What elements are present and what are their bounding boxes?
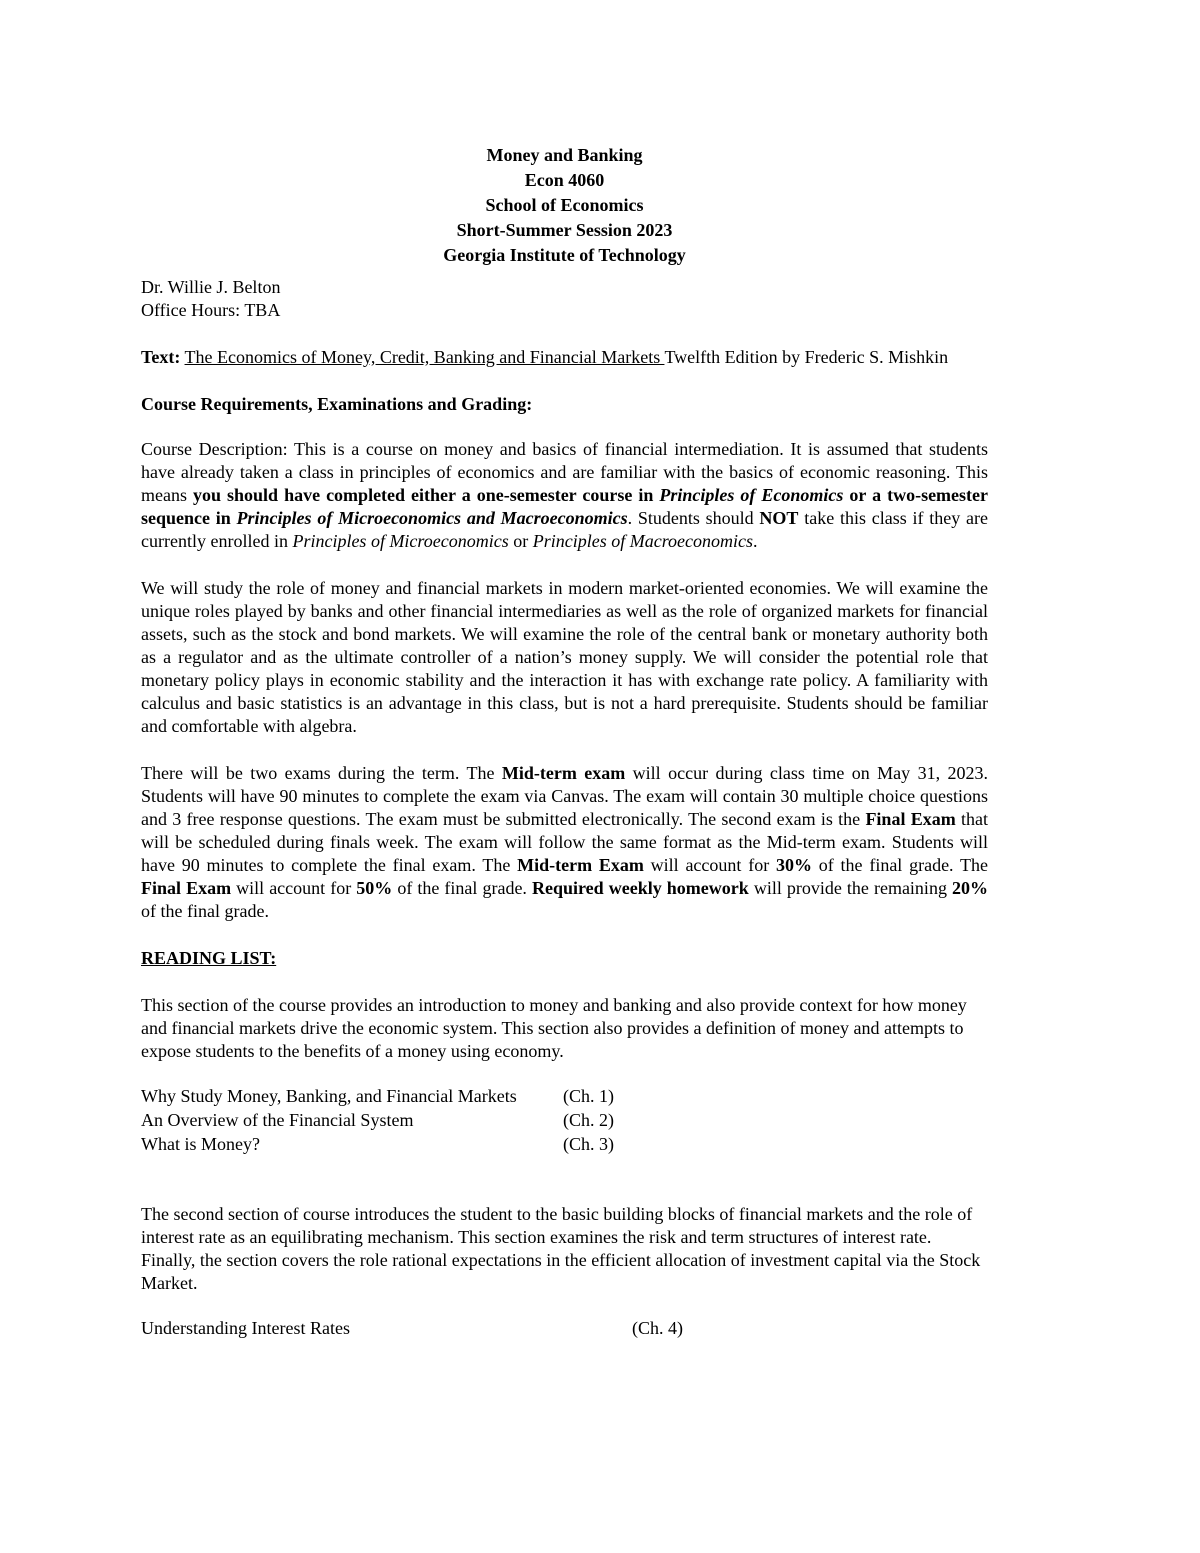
course-description-paragraph [141,438,988,553]
exam-text: of the final grade. [392,878,532,898]
reading-title: Why Study Money, Banking, and Financial Markets [141,1086,517,1106]
course-overview-paragraph: We will study the role of money and financial markets in modern market-oriented economies. We will examine the unique roles played by banks and other financial intermediaries as well as the role of organized markets for financial assets, such as the stock and bond markets. We will examine the role of the central bank or monetary authority both as a regulator and as the ultimate controller of a nation’s money supply. We will consider the potential role that monetary policy plays in economic stability and the interaction it has with exchange rate policy. A familiarity with calculus and basic statistics is an advantage in this class, but is not a hard prerequisite. Students should be familiar and comfortable with algebra. [141,578,988,736]
course-title: Money and Banking [486,145,643,165]
exam-bold: Final Exam [865,809,956,829]
textbook-line [141,346,988,369]
exam-bold: Mid-term exam [501,763,626,783]
exam-bold: 20% [952,878,988,898]
desc-italic: Principles of Microeconomics [292,531,509,551]
reading-chapter: (Ch. 2) [563,1110,614,1130]
textbook-title: The Economics of Money, Credit, Banking and Financial Markets [184,347,665,367]
requirements-heading [141,393,988,416]
reading-chapter: (Ch. 1) [563,1086,614,1106]
exam-text: will account for [643,855,776,875]
course-code: Econ 4060 [524,170,605,190]
exam-text: that will be scheduled during finals week. The exam will follow the same format as the Mid-term exam. Students will have 90 minutes to complete the final exam. The [141,809,989,875]
list-item [141,1085,988,1109]
office-hours: Office Hours: TBA [141,300,281,320]
exam-bold: Mid-term Exam [517,855,644,875]
desc-italic: Principles of Macroeconomics [532,531,754,551]
reading-list-heading [141,947,988,970]
exam-text: will occur during class time on May 31, 2023. Students will have 90 minutes to complete the exam via Canvas. The exam will contain 30 multiple choice questions and 3 free response questions. The exam must be submitted electronically. The second exam is the [141,763,988,829]
document-header [141,143,988,268]
desc-text: Course Description: This is a course on money and basics of financial intermediation. It is assumed that students have already taken a class in principles of economics and are familiar with the basics of economic reasoning. This means [141,439,988,505]
reading-chapter: (Ch. 4) [632,1318,683,1338]
section1-intro: This section of the course provides an introduction to money and banking and also provide context for how money and financial markets drive the economic system. This section also provides a definition of money and attempts to expose students to the benefits of a money using economy. [141,995,967,1061]
list-item [141,1109,988,1133]
list-item [141,1317,988,1341]
exam-text: There will be two exams during the term. The [141,763,502,783]
section2-reading-list [141,1317,988,1341]
desc-bold: you should have completed either a one-semester course in [193,485,660,505]
desc-text: or [508,531,533,551]
exam-text: will provide the remaining [748,878,952,898]
document-content [141,143,988,1341]
exams-paragraph [141,762,988,923]
desc-bold-italic: Principles of Economics [659,485,844,505]
exam-bold: Final Exam [141,878,232,898]
exam-text: will account for [231,878,357,898]
desc-text: . Students should [627,508,760,528]
section2-intro: The second section of course introduces the student to the basic building blocks of financial markets and the role of interest rate as an equilibrating mechanism. This section examines the risk and term structures of interest rate. Finally, the section covers the role rational expectations in the efficient allocation of investment capital via the Stock Market. [141,1204,981,1293]
desc-bold: or a two-semester sequence in [141,485,989,528]
reading-title: Understanding Interest Rates [141,1318,350,1338]
reading-chapter: (Ch. 3) [563,1134,614,1154]
requirements-heading-text: Course Requirements, Examinations and Grading: [141,394,533,414]
exam-text: of the final grade. [141,901,269,921]
instructor-name: Dr. Willie J. Belton [141,277,281,297]
textbook-label: Text: [141,347,181,367]
exam-bold: 50% [356,878,393,898]
institution-name: Georgia Institute of Technology [443,245,686,265]
desc-text: take this class if they are currently enrolled in [141,508,988,551]
exam-bold: 30% [775,855,812,875]
exam-bold: Required weekly homework [531,878,749,898]
reading-title: An Overview of the Financial System [141,1110,414,1130]
session-name: Short-Summer Session 2023 [456,220,673,240]
school-name: School of Economics [485,195,644,215]
desc-text: . [753,531,758,551]
list-item [141,1133,988,1157]
section1-reading-list [141,1085,988,1157]
reading-list-heading-text: READING LIST: [141,948,277,968]
exam-text: of the final grade. The [811,855,989,875]
reading-title: What is Money? [141,1134,260,1154]
desc-bold-italic: Principles of Microeconomics and Macroeconomics [236,508,628,528]
desc-bold: NOT [759,508,799,528]
textbook-details: Twelfth Edition by Frederic S. Mishkin [664,347,949,367]
